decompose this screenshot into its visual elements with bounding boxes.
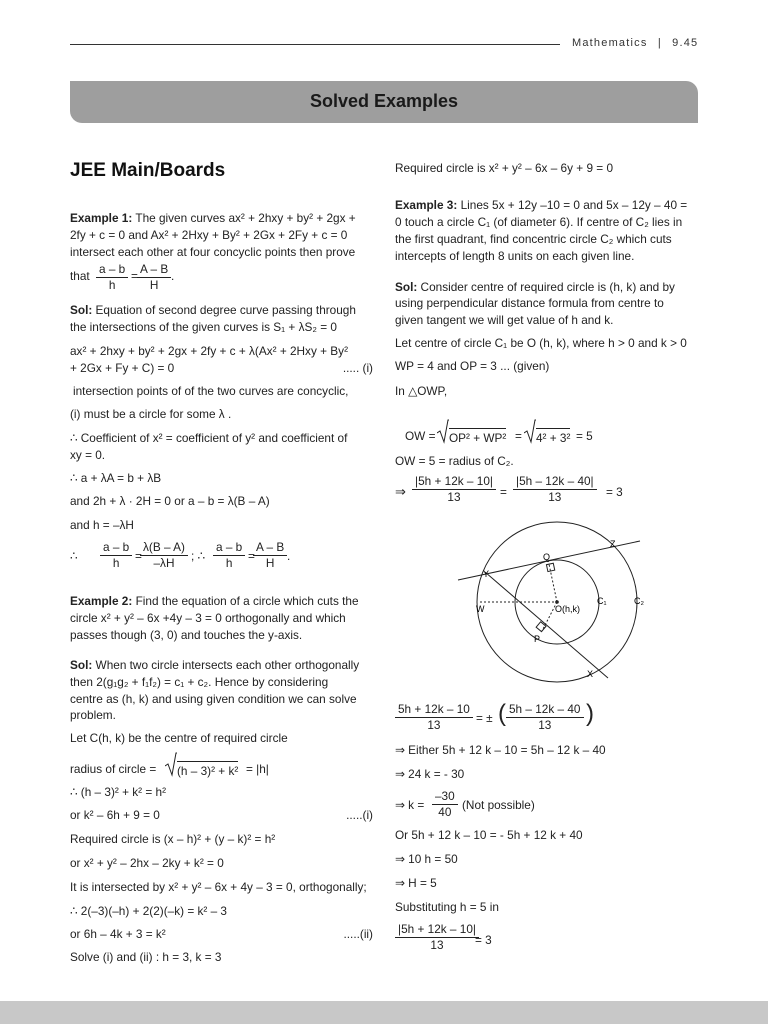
coefficient-line1: ∴ Coefficient of x² = coefficient of y² and coefficient of [70,431,348,445]
not-possible-label: (Not possible) [462,798,535,812]
required-circle-line: Required circle is (x – h)² + (y – k)² = h² [70,832,276,846]
substituting-line: Substituting h = 5 in [395,900,499,914]
10h-line: ⇒ 10 h = 50 [395,852,458,866]
semicolon-therefore: ; ∴ [191,549,206,563]
label-y: Y [483,569,490,579]
label-w: W [476,604,485,614]
equation-i-line2: + 2Gx + Fy + C) = 0 [70,361,175,375]
fraction-A-B-over-H: $\frac{A - B}{H}$ [137,262,171,293]
example1-text: The given curves ax² + 2hxy + by² + 2gx + [132,211,356,225]
equation-i-tag: ..... (i) [342,361,373,375]
solution-label-3: Sol: [395,280,418,294]
concyclic-line: intersection points of of the two curves are concyclic, [73,384,349,398]
solution2-line4: problem. [70,708,116,722]
ow-result: = 5 [576,429,593,443]
period-2: . [287,549,291,563]
24k-line: ⇒ 24 k = - 30 [395,767,465,781]
plus-minus-sign: = ± [476,711,493,725]
label-c2: C₂ [634,596,644,606]
example1-line1 [70,210,356,227]
label-c1: C₁ [597,596,607,606]
fraction-lambda-over-minus-lambda-H: $\frac{\lambda(B - A)}{-\lambda H}$ [140,540,188,571]
header-subject: Mathematics [572,37,648,49]
label-x: X [587,669,594,679]
radius-result: = |h| [246,762,269,776]
right-paren: ) [586,700,594,727]
ow-label: OW = [405,429,436,443]
ow-radius-line: OW = 5 = radius of C₂. [395,454,514,468]
solution3-line1: Sol: Consider centre of required circle is (h, k) and by [395,280,675,294]
label-z: Z [610,539,616,549]
circles-tangent-diagram [440,520,690,690]
header-rule [70,44,560,45]
example1-label: Example 1: [70,211,133,225]
fraction-A-B-over-H-2: $\frac{A - B}{H}$ [253,540,287,571]
label-p: P [534,634,541,644]
section-banner [70,81,698,123]
fraction-5h-plus-12k: $\frac{5h + 12k - 10}{13}$ [395,702,473,733]
radical-sign-icon [165,751,177,777]
solution-label-2: Sol: [70,658,93,672]
example3-line3: the first quadrant, find concentric circle C₂ which cuts [395,232,672,246]
ow-radicand-2: 4² + 3² [536,428,570,446]
equation-i-line1: ax² + 2hxy + by² + 2gx + 2fy + c + λ(Ax² + 2Hxy + By² [70,344,348,358]
period: . [171,269,175,283]
h5-line: ⇒ H = 5 [395,876,437,890]
section-title: JEE Main/Boards [70,160,226,181]
final-equals-three: = 3 [475,933,492,947]
or-x2-line: or x² + y² – 2hx – 2ky + k² = 0 [70,856,224,870]
header-separator: | [657,37,662,49]
example3-line2: 0 touch a circle C₁ (of diameter 6). If centre of C₂ lies in [395,215,683,229]
radius-radicand: (h – 3)² + k² [177,761,238,779]
example1-line3: intersect each other at four concyclic points then prove [70,245,356,259]
implies-symbol: ⇒ [395,484,406,499]
k-equals-label: ⇒ k = [395,798,425,812]
radical-sign-icon-2 [437,418,449,444]
solution1-line2: the intersections of the given curves is S₁ + λS₂ = 0 [70,320,337,334]
or-5h-line: Or 5h + 12 k – 10 = - 5h + 12 k + 40 [395,828,583,842]
solution2-line3: centre as (h, k) and using given condition we can solve [70,692,357,706]
example2-line1: Example 2: Find the equation of a circle which cuts the [70,594,359,608]
example3-line4: intercepts of length 8 units on each given line. [395,249,635,263]
intersected-line: It is intersected by x² + y² – 6x + 4y – 3 = 0, orthogonally; [70,880,367,894]
a-plus-lambda-A-line: ∴ a + λA = b + λB [70,471,162,485]
either-line: ⇒ Either 5h + 12 k – 10 = 5h – 12 k – 40 [395,743,606,757]
solve-line: Solve (i) and (ii) : h = 3, k = 3 [70,950,222,964]
equals-sign-4: = [500,485,507,499]
solution1-line1: Sol: Equation of second degree curve passing through [70,303,356,317]
equals-sign: = [131,269,138,283]
distance-fraction-1: $\frac{|5h + 12k - 10|}{13}$ [412,474,496,505]
running-header [572,37,698,49]
fraction-minus30-over-40: $\frac{-30}{40}$ [432,789,458,820]
and-h-line: and h = –λH [70,518,134,532]
banner-title: Solved Examples [309,91,459,111]
example2-line2: circle x² + y² – 6x +4y – 3 = 0 orthogonally and which [70,611,346,625]
let-centre-line: Let centre of circle C₁ be O (h, k), where h > 0 and k > 0 [395,336,687,350]
orthogonal-condition-line: ∴ 2(–3)(–h) + 2(2)(–k) = k² – 3 [70,904,227,918]
fraction-a-b-over-h-2: $\frac{a - b}{h}$ [100,540,132,571]
example2-line3: passes though (3, 0) and touches the y-axis. [70,628,303,642]
wp-op-line: WP = 4 and OP = 3 ... (given) [395,359,550,373]
h-minus-3-line: ∴ (h – 3)² + k² = h² [70,785,167,799]
label-q: Q [543,552,551,562]
in-triangle-owp: In △OWP, [395,384,448,398]
solution2-line2: then 2(g₁g₂ + f₁f₂) = c₁ + c₂. Hence by considering [70,675,329,689]
final-fraction: $\frac{|5h + 12k - 10|}{13}$ [395,922,479,953]
must-circle-line: (i) must be a circle for some λ . [70,407,232,421]
radius-label: radius of circle = [70,762,157,776]
example2-label: Example 2: [70,594,133,608]
page-number: 9.45 [672,37,699,49]
fraction-a-b-over-h: $\frac{a - b}{h}$ [96,262,128,293]
left-paren: ( [498,700,506,727]
ow-equals: = [515,429,522,443]
radical-sign-icon-3 [524,418,536,444]
example3-line1: Example 3: Lines 5x + 12y –10 = 0 and 5x – 12y – 40 = [395,198,688,212]
example1-line2: 2fy + c = 0 and Ax² + 2Hxy + By² + 2Gx + 2Fy + c = 0 [70,228,348,242]
footer-bar [0,1001,768,1024]
equals-sign-2: = [135,549,142,563]
segment-oq [549,564,557,602]
solution3-line3: given tangent we will get value of h and k. [395,313,614,327]
label-o: O(h,k) [555,604,581,614]
fraction-5h-minus-12k: $\frac{5h - 12k - 40}{13}$ [506,702,584,733]
solution2-line1: Sol: When two circle intersects each other orthogonally [70,658,360,672]
example3-label: Example 3: [395,198,458,212]
ow-radicand-1: OP² + WP² [449,428,506,446]
equation-ii-tag: .....(ii) [343,927,373,941]
and-2h-line: and 2h + λ · 2H = 0 or a – b = λ(B – A) [70,494,270,508]
solution3-line2: using perpendicular distance formula from centre to [395,296,664,310]
let-C-line: Let C(h, k) be the centre of required circle [70,731,288,745]
distance-fraction-2: $\frac{|5h - 12k - 40|}{13}$ [513,474,597,505]
fraction-a-b-over-h-3: $\frac{a - b}{h}$ [213,540,245,571]
equals-three: = 3 [606,485,623,499]
or-k-line: or k² – 6h + 9 = 0 [70,808,160,822]
solution-label: Sol: [70,303,93,317]
coefficient-line2: xy = 0. [70,448,106,462]
therefore-symbol: ∴ [70,549,78,563]
example1-that: that [70,269,90,283]
equals-sign-3: = [248,549,255,563]
required-circle-result: Required circle is x² + y² – 6x – 6y + 9 = 0 [395,161,614,175]
or-6h-line: or 6h – 4k + 3 = k² [70,927,166,941]
equation-i-tag-2: .....(i) [346,808,373,822]
